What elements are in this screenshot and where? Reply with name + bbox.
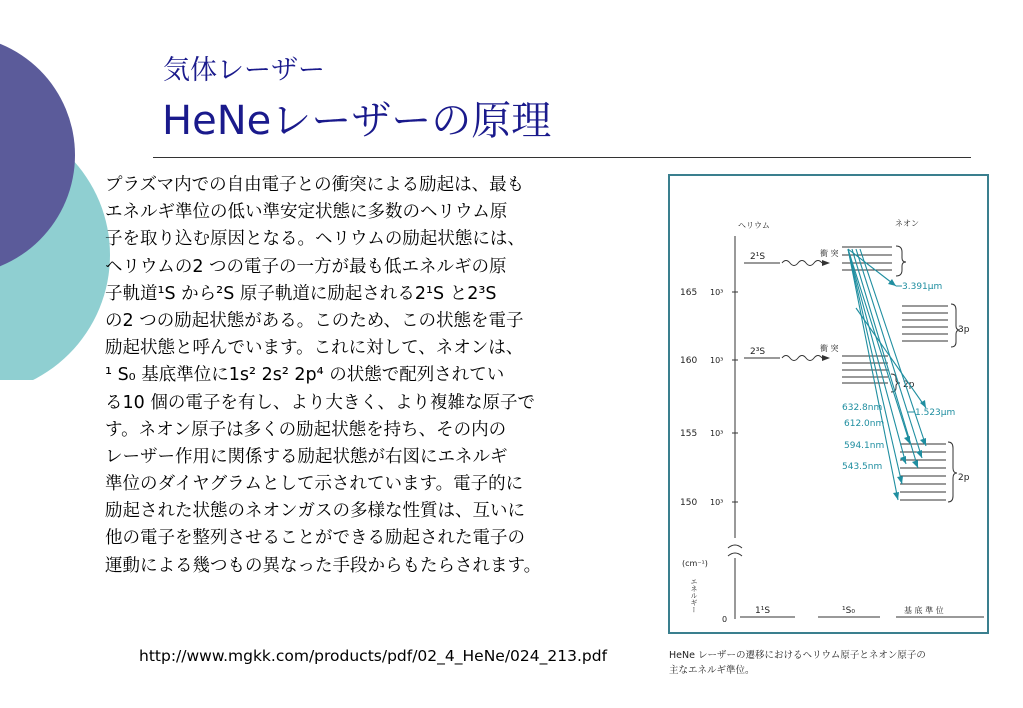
neon-group-label: 2p [958,473,970,483]
body-line: す。ネオン原子は多くの励起状態を持ち、その内の [105,419,507,440]
wavelength-label: 1.523μm [915,408,956,418]
tick-label: 165 [680,288,698,298]
neon-levels-3p [902,306,948,341]
axis-break-icon [728,545,742,556]
collision-arrow-icon [822,260,830,266]
body-line: 運動による幾つもの異なった手段からもたらされます。 [105,555,542,576]
decorative-circles [0,0,110,380]
neon-group-label: 2p [903,380,915,390]
diagram-canvas [670,176,987,632]
zero-label: 0 [722,615,728,624]
body-line: プラズマ内での自由電子との衝突による励起は、最も [105,175,525,195]
body-line: 励起された状態のネオンガスの多様な性質は、互いに [105,501,525,522]
wavelength-label: 632.8nm [842,403,883,413]
body-line: 準位のダイヤグラムとして示されています。電子的に [105,474,524,495]
collision-label: 衝 突 [820,249,839,258]
body-line: 子軌道¹S から²S 原子軌道に励起される2¹S と2³S [105,283,497,304]
tick-unit: 10³ [710,498,724,507]
diagram-caption [669,648,999,678]
tick-label: 155 [680,429,698,439]
wavelength-label: 3.391μm [902,282,943,292]
wavelength-label: 612.0nm [844,419,885,429]
body-line: 他の電子を整列させることができる励起された電子の [105,528,525,549]
body-line: る10 個の電子を有し、より大きく、より複雑な原子で [105,392,535,413]
title-divider [153,157,971,158]
caption-line: 主なエネルギ準位。 [669,665,755,676]
energy-level-diagram [668,174,989,634]
source-link[interactable]: http://www.mgkk.com/products/pdf/02_4_HeNe/024_213.pdf [139,647,608,665]
neon-levels-2p-lower [900,444,946,500]
collision-wave-upper [782,261,822,266]
slide-title: HeNeレーザーの原理 [162,98,552,144]
neon-heading: ネオン [895,219,919,228]
wavelength-label: 543.5nm [842,462,883,472]
helium-heading: ヘリウム [738,221,770,230]
he-level-lower-label: 2³S [750,347,766,357]
tick-label: 160 [680,356,698,366]
tick-unit: 10³ [710,429,724,438]
bracket-icon [948,442,957,502]
body-line: ヘリウムの2 つの電子の一方が最も低エネルギの原 [105,256,507,277]
body-line: エネルギ準位の低い準安定状態に多数のヘリウム原 [105,202,508,223]
tick-label: 150 [680,498,698,508]
collision-wave-lower [782,356,822,361]
tick-unit: 10³ [710,288,724,297]
he-ground-label: 1¹S [755,606,771,616]
body-line: レーザー作用に関係する励起状態が右図にエネルギ [105,446,508,467]
body-line: 励起状態と呼んでいます。これに対して、ネオンは、 [105,338,524,359]
body-line: 子を取り込む原因となる。ヘリウムの励起状態には、 [105,229,525,250]
body-line: ¹ S₀ 基底準位に1s² 2s² 2p⁴ の状態で配列されてい [105,365,505,386]
collision-label: 衝 突 [820,344,839,353]
axis-title: エネルギー [690,578,698,613]
body-paragraph [105,172,645,580]
he-level-upper-label: 2¹S [750,252,766,262]
slide-subtitle: 気体レーザー [163,55,325,86]
caption-line: HeNe レーザーの遷移におけるヘリウム原子とネオン原子の [669,650,926,661]
wavelength-label: 594.1nm [844,441,885,451]
bracket-icon [896,246,906,276]
collision-arrow-icon [822,355,830,361]
neon-group-label: 3p [958,325,970,335]
neon-levels-2p-upper [842,356,888,383]
ground-label: 基 底 準 位 [904,606,944,615]
axis-unit-label: (cm⁻¹) [682,559,708,568]
body-line: の2 つの励起状態がある。このため、この状態を電子 [105,310,524,331]
tick-unit: 10³ [710,356,724,365]
ne-ground-label: ¹S₀ [842,606,855,616]
